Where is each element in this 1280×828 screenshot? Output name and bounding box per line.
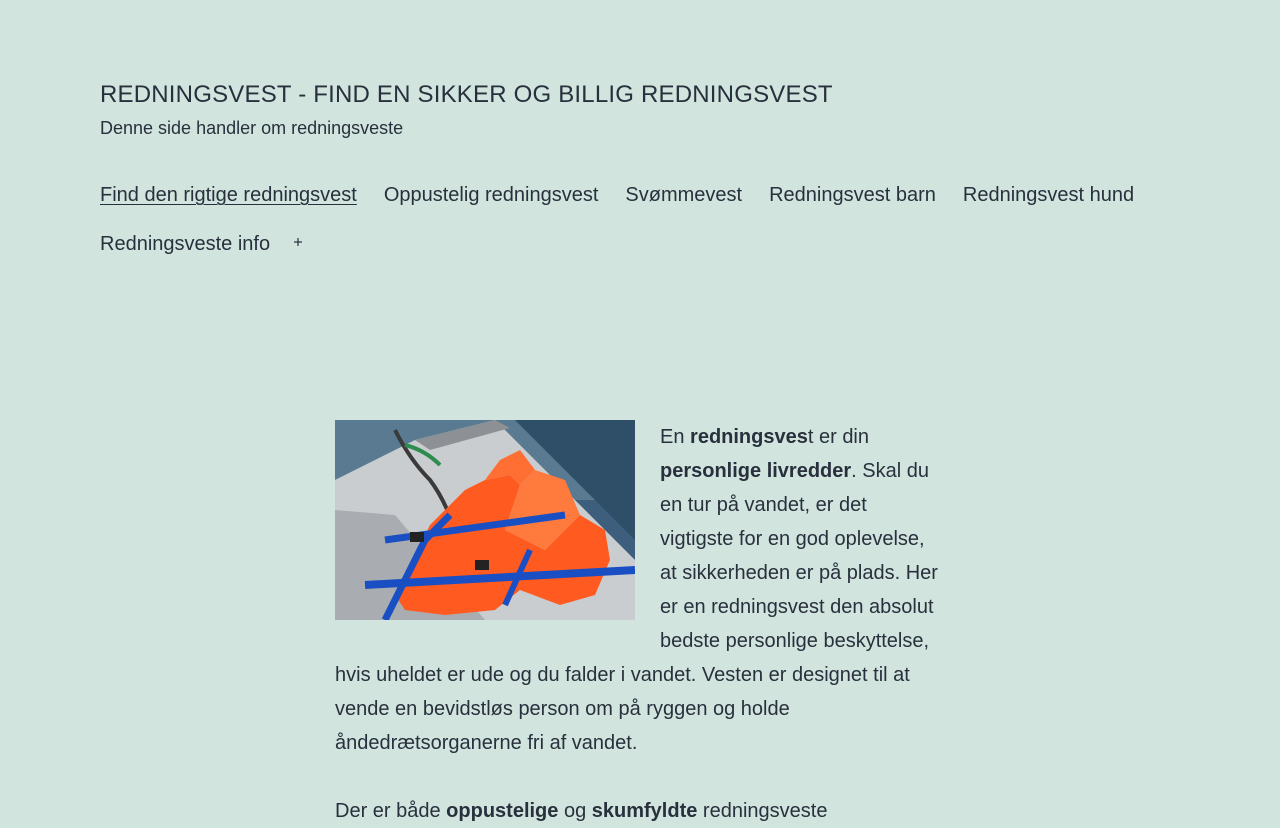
nav-item-label[interactable]: Oppustelig redningsvest [383, 184, 599, 206]
nav-item-svommevest[interactable] [625, 176, 742, 214]
nav-item-oppustelig-redningsvest[interactable] [384, 176, 599, 214]
text-fragment: En [660, 426, 691, 448]
text-fragment: redningsveste [697, 800, 828, 822]
bold-text-skumfyldte: skumfyldte [591, 800, 698, 822]
nav-item-label[interactable]: Find den rigtige redningsvest [100, 184, 357, 206]
bold-text-redningsvest: redningsves [690, 426, 808, 448]
bold-text-personlige-livredder: personlige livredder [660, 460, 852, 482]
nav-item-label[interactable]: Redningsveste info [100, 233, 271, 255]
nav-item-find-den-rigtige-redningsvest[interactable] [100, 176, 357, 214]
nav-item-label[interactable]: Svømmevest [625, 184, 743, 206]
bold-text-oppustelige: oppustelige [446, 800, 559, 822]
primary-navigation [100, 176, 1200, 274]
nav-item-label[interactable]: Redningsvest barn [769, 184, 936, 206]
second-paragraph [335, 794, 945, 828]
life-jacket-in-boat-image [335, 420, 635, 620]
site-header [100, 78, 1180, 140]
nav-item-redningsvest-barn[interactable] [769, 176, 936, 214]
text-fragment: Der er både [335, 800, 447, 822]
nav-item-redningsveste-info[interactable] [100, 225, 304, 263]
text-fragment: og [558, 800, 592, 822]
text-fragment: t er din [807, 426, 870, 448]
article-content [335, 420, 945, 828]
nav-item-label[interactable]: Redningsvest hund [962, 184, 1135, 206]
site-title[interactable]: REDNINGSVEST - FIND EN SIKKER OG BILLIG REDNINGSVEST [100, 81, 833, 108]
site-description: Denne side handler om redningsveste [100, 118, 404, 138]
nav-item-redningsvest-hund[interactable] [963, 176, 1134, 214]
plus-icon[interactable] [292, 236, 304, 252]
text-fragment: . Skal du en tur på vandet, er det vigtigste for en god oplevelse, at sikkerheden er på plads. Her er en redningsvest den absolut bedste personlige beskyttelse, hvis uheldet er ude og du falder i vandet. Vesten er designet til at vende en bevidstløs person om på ryggen og holde åndedrætsorganerne fri af vandet. [335, 460, 938, 754]
